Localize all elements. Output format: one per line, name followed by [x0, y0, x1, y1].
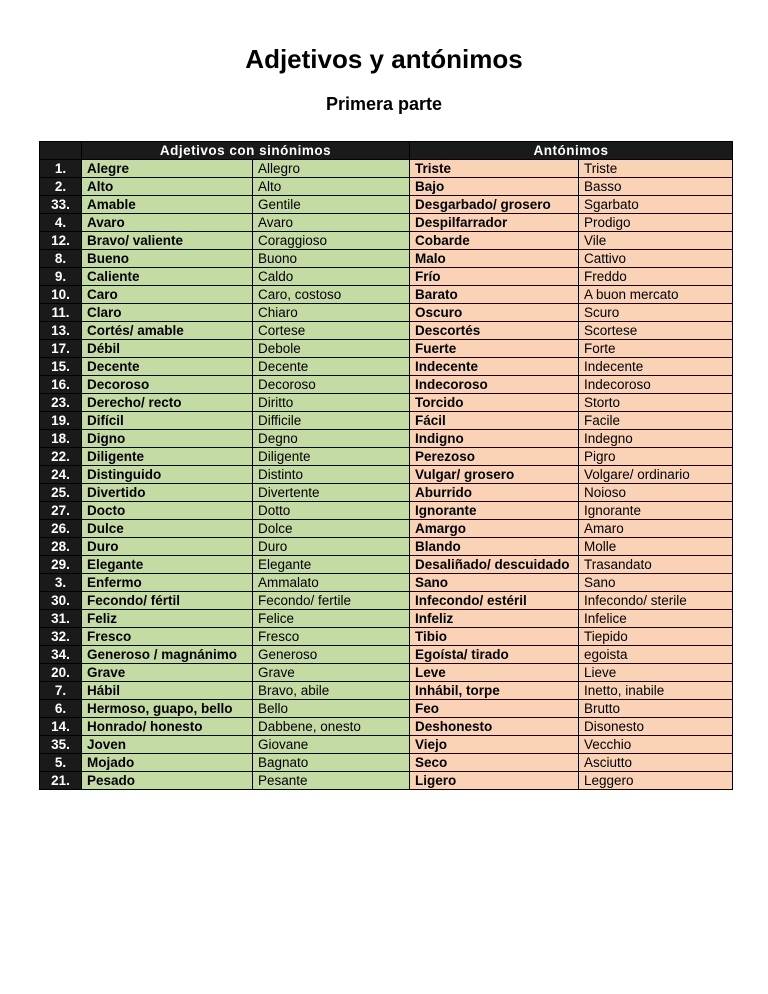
table-row — [40, 178, 733, 196]
row-number: 24. — [40, 466, 82, 484]
table-row — [40, 574, 733, 592]
table-row — [40, 376, 733, 394]
antonym-cell: Descortés — [410, 322, 579, 340]
table-row — [40, 340, 733, 358]
antonym-cell: Indigno — [410, 430, 579, 448]
adjective-cell: Divertido — [82, 484, 253, 502]
table-row — [40, 430, 733, 448]
antonym-cell: Desgarbado/ grosero — [410, 196, 579, 214]
adjective-cell: Bueno — [82, 250, 253, 268]
synonym-cell: Fecondo/ fertile — [253, 592, 410, 610]
synonym-cell: Caro, costoso — [253, 286, 410, 304]
adjective-cell: Bravo/ valiente — [82, 232, 253, 250]
italian-antonym-cell: Indecente — [579, 358, 733, 376]
italian-antonym-cell: Tiepido — [579, 628, 733, 646]
antonym-cell: Oscuro — [410, 304, 579, 322]
adjective-cell: Derecho/ recto — [82, 394, 253, 412]
page-subtitle: Primera parte — [325, 94, 443, 114]
row-number: 25. — [40, 484, 82, 502]
antonym-cell: Fuerte — [410, 340, 579, 358]
row-number: 22. — [40, 448, 82, 466]
antonym-cell: Fácil — [410, 412, 579, 430]
italian-antonym-cell: Infecondo/ sterile — [579, 592, 733, 610]
antonym-cell: Frío — [410, 268, 579, 286]
adjective-cell: Decente — [82, 358, 253, 376]
synonym-cell: Grave — [253, 664, 410, 682]
adjective-cell: Difícil — [82, 412, 253, 430]
table-row — [40, 394, 733, 412]
italian-antonym-cell: Cattivo — [579, 250, 733, 268]
antonym-cell: Torcido — [410, 394, 579, 412]
table-row — [40, 556, 733, 574]
synonym-cell: Distinto — [253, 466, 410, 484]
synonym-cell: Fresco — [253, 628, 410, 646]
adjective-cell: Caro — [82, 286, 253, 304]
row-number: 4. — [40, 214, 82, 232]
synonym-cell: Generoso — [253, 646, 410, 664]
antonym-cell: Vulgar/ grosero — [410, 466, 579, 484]
adjective-cell: Hábil — [82, 682, 253, 700]
table-row — [40, 286, 733, 304]
italian-antonym-cell: Indegno — [579, 430, 733, 448]
table-row — [40, 250, 733, 268]
row-number: 20. — [40, 664, 82, 682]
italian-antonym-cell: Forte — [579, 340, 733, 358]
antonym-cell: Malo — [410, 250, 579, 268]
synonym-cell: Dotto — [253, 502, 410, 520]
italian-antonym-cell: Asciutto — [579, 754, 733, 772]
italian-antonym-cell: Ignorante — [579, 502, 733, 520]
adjective-cell: Enfermo — [82, 574, 253, 592]
italian-antonym-cell: Basso — [579, 178, 733, 196]
antonym-cell: Cobarde — [410, 232, 579, 250]
adjective-cell: Avaro — [82, 214, 253, 232]
row-number: 30. — [40, 592, 82, 610]
synonym-cell: Bravo, abile — [253, 682, 410, 700]
adjective-cell: Cortés/ amable — [82, 322, 253, 340]
row-number: 10. — [40, 286, 82, 304]
table-row — [40, 628, 733, 646]
italian-antonym-cell: A buon mercato — [579, 286, 733, 304]
table-row — [40, 160, 733, 178]
antonym-cell: Egoísta/ tirado — [410, 646, 579, 664]
row-number: 23. — [40, 394, 82, 412]
table-row — [40, 412, 733, 430]
table-row — [40, 610, 733, 628]
synonym-cell: Dabbene, onesto — [253, 718, 410, 736]
italian-antonym-cell: Facile — [579, 412, 733, 430]
italian-antonym-cell: Sano — [579, 574, 733, 592]
table-row — [40, 538, 733, 556]
row-number: 12. — [40, 232, 82, 250]
antonym-cell: Bajo — [410, 178, 579, 196]
antonym-cell: Infeliz — [410, 610, 579, 628]
row-number: 5. — [40, 754, 82, 772]
antonym-cell: Barato — [410, 286, 579, 304]
row-number: 8. — [40, 250, 82, 268]
synonym-cell: Caldo — [253, 268, 410, 286]
adjective-cell: Generoso / magnánimo — [82, 646, 253, 664]
adjective-cell: Feliz — [82, 610, 253, 628]
synonym-cell: Debole — [253, 340, 410, 358]
table-row — [40, 304, 733, 322]
synonym-cell: Avaro — [253, 214, 410, 232]
row-number: 21. — [40, 772, 82, 790]
table-row — [40, 322, 733, 340]
table-row — [40, 646, 733, 664]
italian-antonym-cell: egoista — [579, 646, 733, 664]
italian-antonym-cell: Noioso — [579, 484, 733, 502]
row-number: 27. — [40, 502, 82, 520]
synonym-cell: Allegro — [253, 160, 410, 178]
row-number: 7. — [40, 682, 82, 700]
antonym-cell: Inhábil, torpe — [410, 682, 579, 700]
synonym-cell: Duro — [253, 538, 410, 556]
table-row — [40, 466, 733, 484]
row-number: 6. — [40, 700, 82, 718]
row-number: 29. — [40, 556, 82, 574]
italian-antonym-cell: Freddo — [579, 268, 733, 286]
synonym-cell: Dolce — [253, 520, 410, 538]
row-number: 11. — [40, 304, 82, 322]
synonym-cell: Felice — [253, 610, 410, 628]
antonym-cell: Leve — [410, 664, 579, 682]
antonym-cell: Feo — [410, 700, 579, 718]
adjective-cell: Caliente — [82, 268, 253, 286]
adjective-cell: Alto — [82, 178, 253, 196]
row-number: 18. — [40, 430, 82, 448]
italian-antonym-cell: Triste — [579, 160, 733, 178]
italian-antonym-cell: Molle — [579, 538, 733, 556]
adjective-cell: Honrado/ honesto — [82, 718, 253, 736]
italian-antonym-cell: Prodigo — [579, 214, 733, 232]
row-number: 1. — [40, 160, 82, 178]
table-header-row — [40, 142, 733, 160]
italian-antonym-cell: Scuro — [579, 304, 733, 322]
row-number: 19. — [40, 412, 82, 430]
page-title: Adjetivos y antónimos — [245, 44, 523, 74]
antonym-cell: Indecente — [410, 358, 579, 376]
synonym-cell: Difficile — [253, 412, 410, 430]
adjective-cell: Duro — [82, 538, 253, 556]
synonym-cell: Giovane — [253, 736, 410, 754]
row-number: 26. — [40, 520, 82, 538]
synonym-cell: Bello — [253, 700, 410, 718]
adjective-cell: Elegante — [82, 556, 253, 574]
row-number: 34. — [40, 646, 82, 664]
table-row — [40, 232, 733, 250]
adjective-cell: Diligente — [82, 448, 253, 466]
synonym-cell: Pesante — [253, 772, 410, 790]
synonym-cell: Diritto — [253, 394, 410, 412]
adjective-cell: Débil — [82, 340, 253, 358]
italian-antonym-cell: Vecchio — [579, 736, 733, 754]
header-number — [40, 142, 82, 160]
adjective-cell: Mojado — [82, 754, 253, 772]
synonym-cell: Coraggioso — [253, 232, 410, 250]
table-row — [40, 448, 733, 466]
italian-antonym-cell: Sgarbato — [579, 196, 733, 214]
adjective-cell: Distinguido — [82, 466, 253, 484]
adjective-cell: Digno — [82, 430, 253, 448]
synonym-cell: Cortese — [253, 322, 410, 340]
synonym-cell: Decente — [253, 358, 410, 376]
table-row — [40, 268, 733, 286]
italian-antonym-cell: Indecoroso — [579, 376, 733, 394]
antonym-cell: Ligero — [410, 772, 579, 790]
table-row — [40, 502, 733, 520]
vocabulary-table — [39, 141, 733, 790]
italian-antonym-cell: Scortese — [579, 322, 733, 340]
table-row — [40, 754, 733, 772]
italian-antonym-cell: Amaro — [579, 520, 733, 538]
antonym-cell: Seco — [410, 754, 579, 772]
adjective-cell: Grave — [82, 664, 253, 682]
antonym-cell: Sano — [410, 574, 579, 592]
synonym-cell: Ammalato — [253, 574, 410, 592]
antonym-cell: Desaliñado/ descuidado — [410, 556, 579, 574]
antonym-cell: Deshonesto — [410, 718, 579, 736]
row-number: 32. — [40, 628, 82, 646]
antonym-cell: Blando — [410, 538, 579, 556]
row-number: 28. — [40, 538, 82, 556]
adjective-cell: Amable — [82, 196, 253, 214]
table-row — [40, 520, 733, 538]
table-row — [40, 484, 733, 502]
synonym-cell: Bagnato — [253, 754, 410, 772]
synonym-cell: Divertente — [253, 484, 410, 502]
antonym-cell: Infecondo/ estéril — [410, 592, 579, 610]
italian-antonym-cell: Vile — [579, 232, 733, 250]
adjective-cell: Decoroso — [82, 376, 253, 394]
table-row — [40, 772, 733, 790]
italian-antonym-cell: Lieve — [579, 664, 733, 682]
table-row — [40, 700, 733, 718]
synonym-cell: Alto — [253, 178, 410, 196]
row-number: 16. — [40, 376, 82, 394]
antonym-cell: Ignorante — [410, 502, 579, 520]
synonym-cell: Gentile — [253, 196, 410, 214]
adjective-cell: Joven — [82, 736, 253, 754]
table-row — [40, 358, 733, 376]
row-number: 14. — [40, 718, 82, 736]
row-number: 17. — [40, 340, 82, 358]
italian-antonym-cell: Leggero — [579, 772, 733, 790]
adjective-cell: Hermoso, guapo, bello — [82, 700, 253, 718]
adjective-cell: Docto — [82, 502, 253, 520]
adjective-cell: Fresco — [82, 628, 253, 646]
italian-antonym-cell: Pigro — [579, 448, 733, 466]
antonym-cell: Triste — [410, 160, 579, 178]
table-body — [40, 160, 733, 790]
italian-antonym-cell: Trasandato — [579, 556, 733, 574]
table-row — [40, 592, 733, 610]
italian-antonym-cell: Brutto — [579, 700, 733, 718]
adjective-cell: Fecondo/ fértil — [82, 592, 253, 610]
header-adjetivos: Adjetivos con sinónimos — [82, 142, 410, 160]
row-number: 15. — [40, 358, 82, 376]
italian-antonym-cell: Volgare/ ordinario — [579, 466, 733, 484]
antonym-cell: Despilfarrador — [410, 214, 579, 232]
italian-antonym-cell: Storto — [579, 394, 733, 412]
antonym-cell: Perezoso — [410, 448, 579, 466]
table-row — [40, 664, 733, 682]
table-row — [40, 196, 733, 214]
italian-antonym-cell: Inetto, inabile — [579, 682, 733, 700]
antonym-cell: Aburrido — [410, 484, 579, 502]
adjective-cell: Dulce — [82, 520, 253, 538]
adjective-cell: Alegre — [82, 160, 253, 178]
row-number: 35. — [40, 736, 82, 754]
row-number: 3. — [40, 574, 82, 592]
adjective-cell: Pesado — [82, 772, 253, 790]
synonym-cell: Degno — [253, 430, 410, 448]
synonym-cell: Buono — [253, 250, 410, 268]
row-number: 33. — [40, 196, 82, 214]
table-row — [40, 718, 733, 736]
synonym-cell: Elegante — [253, 556, 410, 574]
row-number: 2. — [40, 178, 82, 196]
row-number: 9. — [40, 268, 82, 286]
header-antonimos: Antónimos — [410, 142, 733, 160]
italian-antonym-cell: Disonesto — [579, 718, 733, 736]
synonym-cell: Decoroso — [253, 376, 410, 394]
synonym-cell: Diligente — [253, 448, 410, 466]
italian-antonym-cell: Infelice — [579, 610, 733, 628]
row-number: 31. — [40, 610, 82, 628]
synonym-cell: Chiaro — [253, 304, 410, 322]
antonym-cell: Tibio — [410, 628, 579, 646]
antonym-cell: Viejo — [410, 736, 579, 754]
adjective-cell: Claro — [82, 304, 253, 322]
table-row — [40, 214, 733, 232]
table-row — [40, 736, 733, 754]
antonym-cell: Amargo — [410, 520, 579, 538]
table-row — [40, 682, 733, 700]
antonym-cell: Indecoroso — [410, 376, 579, 394]
row-number: 13. — [40, 322, 82, 340]
